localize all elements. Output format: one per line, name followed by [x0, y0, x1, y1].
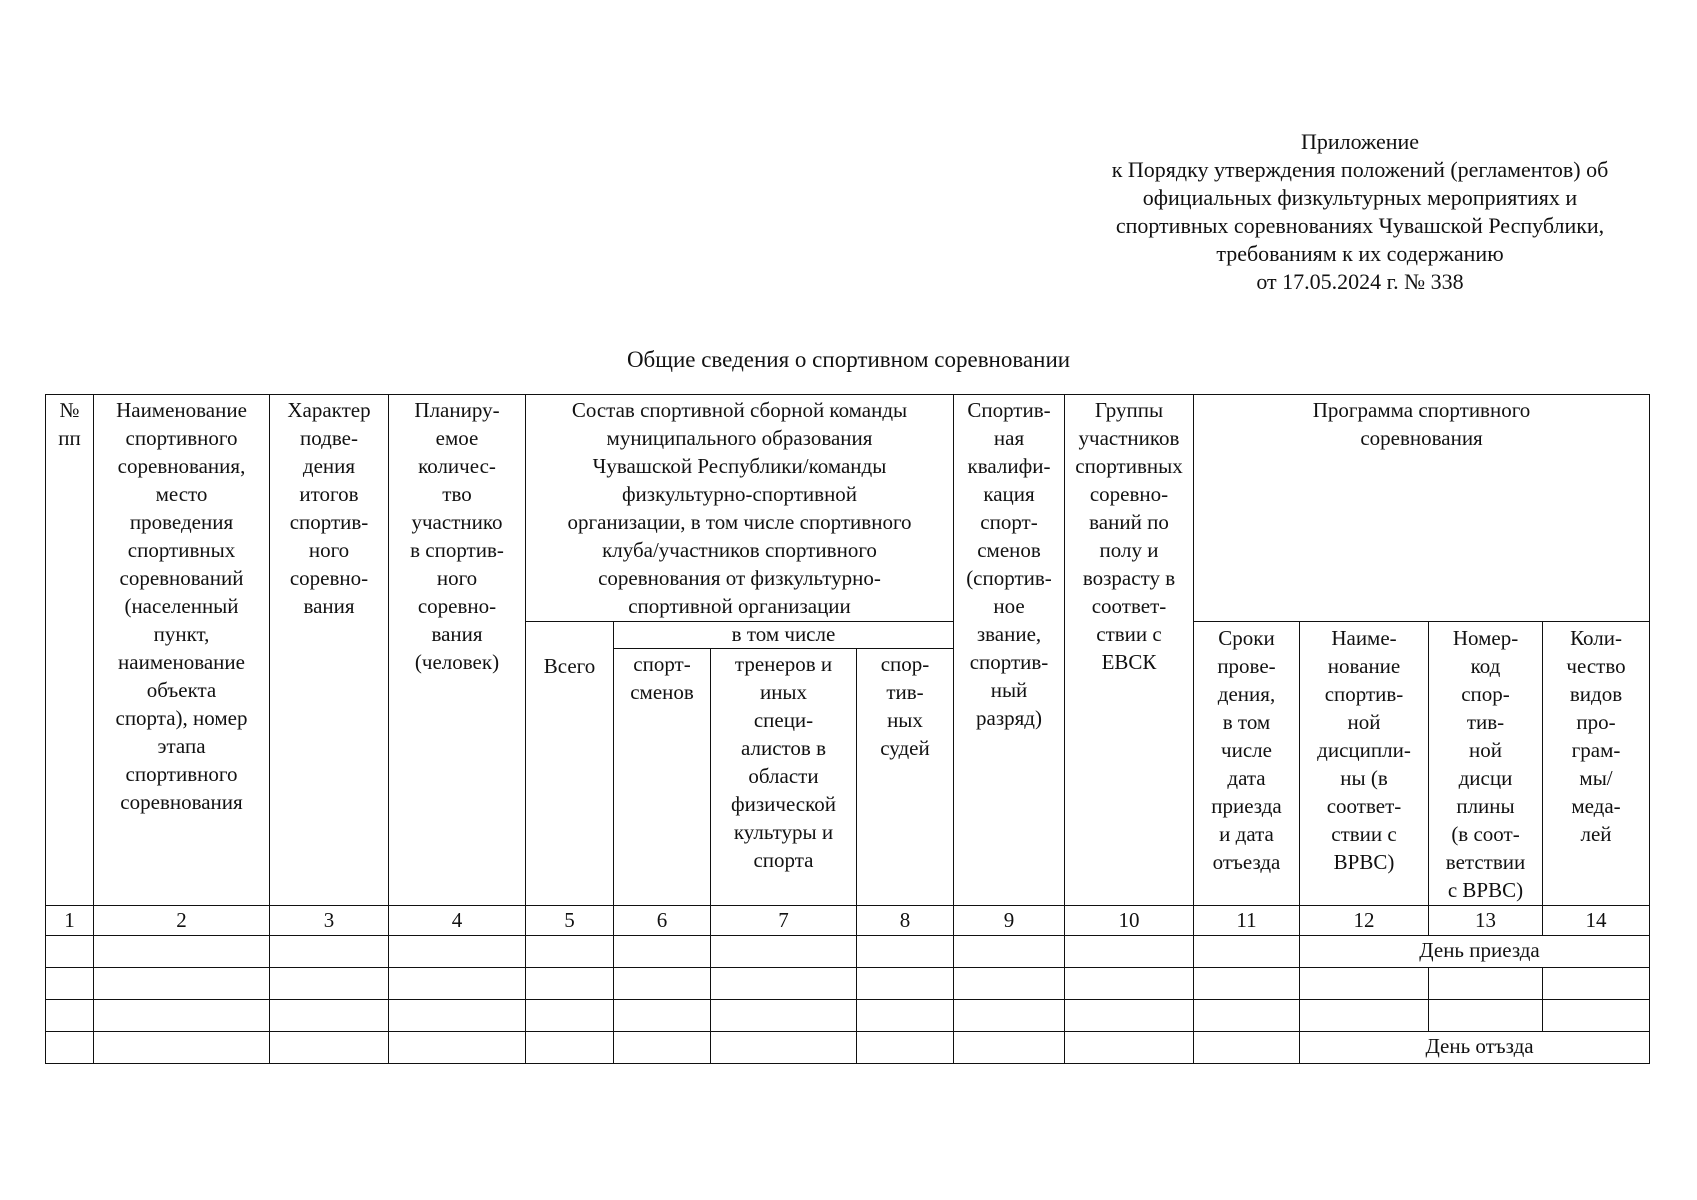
table-cell — [711, 1032, 857, 1064]
header-coaches: тренеров и иных специ- алистов в области физической культуры и спорта — [711, 648, 857, 905]
column-number: 10 — [1065, 906, 1194, 936]
column-number: 1 — [46, 906, 94, 936]
appendix-line: Приложение — [1300, 129, 1420, 154]
header-total: Всего — [526, 622, 614, 906]
appendix-block — [1040, 128, 1680, 296]
column-number: 7 — [711, 906, 857, 936]
header-athletes: спорт- сменов — [614, 648, 711, 905]
header-participant-groups: Группы участников спортивных соревно- ваний по полу и возрасту в соответ- ствии с ЕВСК — [1065, 395, 1194, 906]
header-program: Программа спортивного соревнования — [1194, 395, 1650, 622]
column-number: 5 — [526, 906, 614, 936]
table-cell — [954, 936, 1065, 968]
table-cell — [1543, 1000, 1650, 1032]
table-cell — [1543, 968, 1650, 1000]
table-cell — [1300, 968, 1429, 1000]
header-row-1 — [46, 395, 1650, 622]
table-cell — [1065, 968, 1194, 1000]
column-number-row — [46, 906, 1650, 936]
column-number: 6 — [614, 906, 711, 936]
table-cell — [954, 1000, 1065, 1032]
header-medal-count: Коли- чество видов про- грам- мы/ меда- лей — [1543, 622, 1650, 906]
table-cell — [954, 968, 1065, 1000]
arrival-day-label: День приезда — [1300, 936, 1650, 968]
table-cell — [46, 968, 94, 1000]
header-including: в том числе — [614, 622, 954, 649]
table-cell — [1065, 936, 1194, 968]
table-cell — [711, 936, 857, 968]
table-cell — [1065, 1000, 1194, 1032]
table-cell — [1429, 968, 1543, 1000]
table-cell — [46, 1032, 94, 1064]
table-cell — [1065, 1032, 1194, 1064]
table-cell — [857, 968, 954, 1000]
table-cell — [389, 936, 526, 968]
departure-day-label: День отъзда — [1300, 1032, 1650, 1064]
header-results-type: Характер подве- дения итогов спортив- ного соревно- вания — [270, 395, 389, 906]
table-cell — [857, 936, 954, 968]
column-number: 3 — [270, 906, 389, 936]
table-cell — [46, 936, 94, 968]
table-cell — [94, 1000, 270, 1032]
table-cell — [614, 936, 711, 968]
table-cell — [857, 1000, 954, 1032]
header-discipline-name: Наиме- нование спортив- ной дисципли- ны (в соответ- ствии с ВРВС) — [1300, 622, 1429, 906]
column-number: 14 — [1543, 906, 1650, 936]
competition-info-table — [45, 394, 1650, 1064]
table-cell — [270, 1032, 389, 1064]
table-cell — [1194, 968, 1300, 1000]
table-cell — [389, 968, 526, 1000]
header-judges: спор- тив- ных судей — [857, 648, 954, 905]
header-dates: Сроки прове- дения, в том числе дата приезда и дата отъезда — [1194, 622, 1300, 906]
table-cell — [857, 1032, 954, 1064]
table-cell — [270, 936, 389, 968]
table-cell — [1300, 1000, 1429, 1032]
table-cell — [389, 1032, 526, 1064]
table-cell — [711, 1000, 857, 1032]
table-cell — [614, 968, 711, 1000]
table-cell — [526, 1000, 614, 1032]
table-cell — [94, 1032, 270, 1064]
table-cell — [1429, 1000, 1543, 1032]
table-cell — [1194, 1000, 1300, 1032]
table-row — [46, 1032, 1650, 1064]
table-row — [46, 936, 1650, 968]
header-number: № пп — [46, 395, 94, 906]
table-cell — [526, 968, 614, 1000]
appendix-line: к Порядку утверждения положений (регламентов) об — [1111, 157, 1609, 182]
column-number: 8 — [857, 906, 954, 936]
table-cell — [1194, 936, 1300, 968]
header-competition-name: Наименование спортивного соревнования, место проведения спортивных соревнований (населенный пункт, наименование объекта спорта), номер этапа спортивного соревнования — [94, 395, 270, 906]
table-cell — [711, 968, 857, 1000]
table-row — [46, 968, 1650, 1000]
document-title: Общие сведения о спортивном соревновании — [626, 347, 1071, 372]
table-cell — [94, 968, 270, 1000]
table-cell — [614, 1032, 711, 1064]
table-cell — [526, 936, 614, 968]
column-number: 11 — [1194, 906, 1300, 936]
table-cell — [954, 1032, 1065, 1064]
header-team-composition: Состав спортивной сборной команды муниципального образования Чувашской Республики/команды физкультурно-спортивной организации, в том числе спортивного клуба/участников спортивного соревнования от физкультурно- спортивной организации — [526, 395, 954, 622]
table-cell — [46, 1000, 94, 1032]
appendix-line: от 17.05.2024 г. № 338 — [1256, 269, 1464, 294]
column-number: 9 — [954, 906, 1065, 936]
appendix-line: спортивных соревнованиях Чувашской Республики, — [1115, 213, 1605, 238]
appendix-line: официальных физкультурных мероприятиях и — [1142, 185, 1578, 210]
column-number: 4 — [389, 906, 526, 936]
appendix-line: требованиям к их содержанию — [1216, 241, 1504, 266]
column-number: 13 — [1429, 906, 1543, 936]
table-cell — [389, 1000, 526, 1032]
table-row — [46, 1000, 1650, 1032]
header-discipline-code: Номер- код спор- тив- ной дисци плины (в соот- ветствии с ВРВС) — [1429, 622, 1543, 906]
table-cell — [1194, 1032, 1300, 1064]
header-planned-participants: Планиру- емое количес- тво участнико в спортив- ного соревно- вания (человек) — [389, 395, 526, 906]
column-number: 12 — [1300, 906, 1429, 936]
table-cell — [614, 1000, 711, 1032]
table-cell — [526, 1032, 614, 1064]
header-qualification: Спортив- ная квалифи- кация спорт- сменов (спортив- ное звание, спортив- ный разряд) — [954, 395, 1065, 906]
table-cell — [270, 968, 389, 1000]
table-cell — [94, 936, 270, 968]
column-number: 2 — [94, 906, 270, 936]
table-cell — [270, 1000, 389, 1032]
